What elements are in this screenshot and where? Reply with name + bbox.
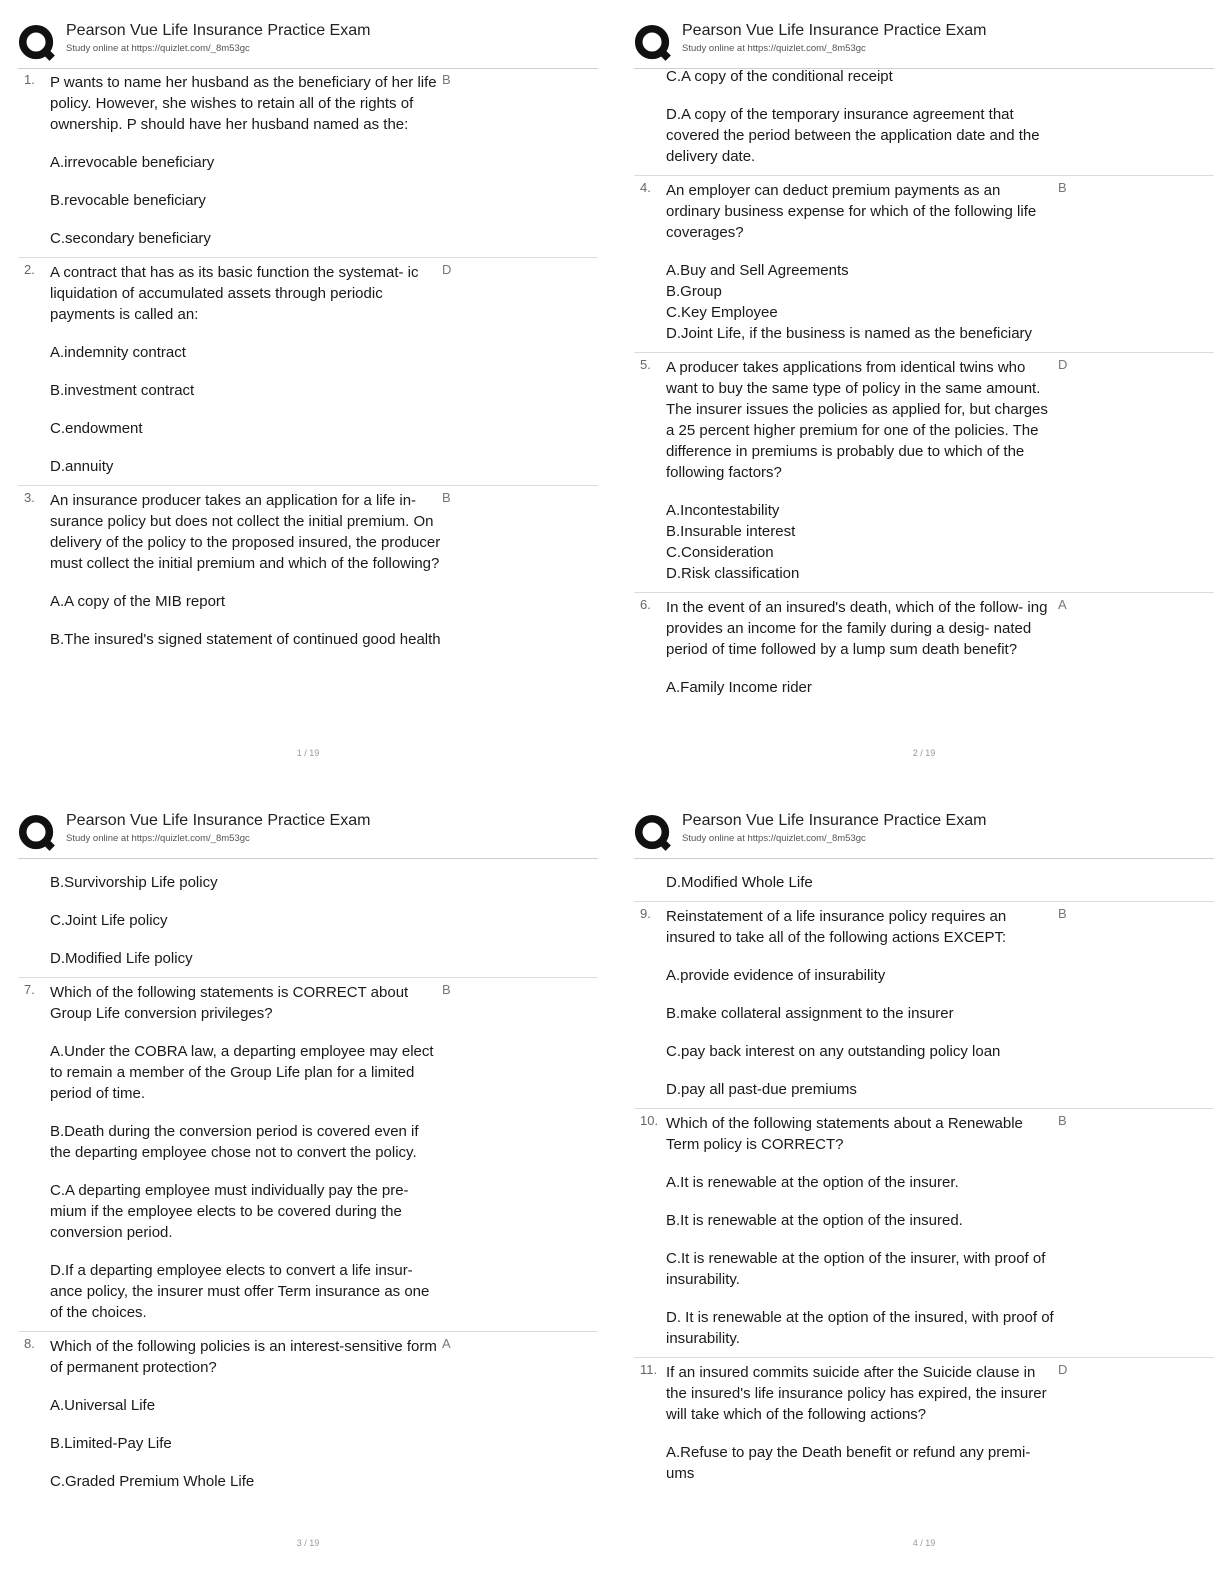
answer-option: B.Group — [666, 283, 722, 300]
quizlet-logo-icon — [634, 24, 672, 62]
answer-option: D. It is renewable at the option of the insured, with proof of insurability. — [666, 1309, 1054, 1347]
answer-option: A.A copy of the MIB report — [50, 593, 226, 610]
answer-option: C.A copy of the conditional receipt — [666, 68, 893, 85]
question-number: 1. — [24, 72, 35, 87]
answer-option: B.Survivorship Life policy — [50, 874, 218, 891]
answer-option: A.Incontestability — [666, 502, 780, 519]
answer-option: C.Consideration — [666, 544, 774, 561]
answer-option: D.pay all past-due premiums — [666, 1081, 857, 1098]
question-number: 11. — [640, 1362, 658, 1377]
answer-option: A.Family Income rider — [666, 679, 812, 696]
question-text: An employer can deduct premium payments as an ordinary business expense for which of the following life coverages? — [666, 182, 1037, 241]
page-title: Pearson Vue Life Insurance Practice Exam — [66, 812, 371, 829]
answer-option: C.Key Employee — [666, 304, 778, 321]
answer-option: A.indemnity contract — [50, 344, 186, 361]
question-text: Which of the following statements about a Renewable Term policy is CORRECT? — [666, 1115, 1023, 1153]
answer-key: B — [1058, 906, 1067, 921]
answer-key: B — [442, 982, 451, 997]
question-text: A contract that has as its basic function the systemat- ic liquidation of accumulated assets through periodic payments is called an: — [50, 264, 419, 323]
answer-option: B.Death during the conversion period is covered even if the departing employee chose not to convert the policy. — [50, 1123, 419, 1161]
page-title: Pearson Vue Life Insurance Practice Exam — [66, 22, 371, 39]
answer-option: A.Refuse to pay the Death benefit or refund any premi- ums — [666, 1444, 1031, 1482]
answer-option: A.Universal Life — [50, 1397, 156, 1414]
page-4 — [634, 808, 1214, 1578]
quizlet-logo-icon — [18, 24, 56, 62]
answer-option: C.A departing employee must individually pay the pre- mium if the employee elects to be covered during the conversion period. — [50, 1182, 409, 1241]
answer-option: D.annuity — [50, 458, 114, 475]
page-header — [634, 808, 1214, 859]
question-text: If an insured commits suicide after the Suicide clause in the insured's life insurance policy has expired, the insurer will take which of the following actions? — [666, 1364, 1047, 1423]
page-number: 3 / 19 — [296, 1538, 320, 1548]
answer-option: C.secondary beneficiary — [50, 230, 211, 247]
page-header — [18, 808, 598, 859]
question-text: In the event of an insured's death, which of the follow- ing provides an income for the family during a desig- nated period of time followed by a lump sum death benefit? — [666, 599, 1048, 658]
quizlet-logo-icon — [18, 814, 56, 852]
answer-option: C.pay back interest on any outstanding policy loan — [666, 1043, 1001, 1060]
page-3 — [18, 808, 598, 1578]
page-title: Pearson Vue Life Insurance Practice Exam — [682, 812, 987, 829]
question-number: 5. — [640, 357, 651, 372]
answer-option: A.Buy and Sell Agreements — [666, 262, 849, 279]
question-text: An insurance producer takes an application for a life in- surance policy but does not collect the initial premium. On delivery of the policy to the proposed insured, the producer must collect the initial premium and which of the following? — [50, 492, 441, 572]
answer-key: B — [442, 490, 451, 505]
question-text: P wants to name her husband as the beneficiary of her life policy. However, she wishes to retain all of the rights of ownership. P should have her husband named as the: — [50, 74, 437, 133]
page-number: 1 / 19 — [296, 748, 320, 758]
answer-option: C.endowment — [50, 420, 143, 437]
answer-key: D — [442, 262, 452, 277]
page-1 — [18, 18, 598, 788]
page-number: 4 / 19 — [912, 1538, 936, 1548]
answer-option: A.irrevocable beneficiary — [50, 154, 215, 171]
answer-option: B.Insurable interest — [666, 523, 796, 540]
answer-option: B.The insured's signed statement of continued good health — [50, 631, 441, 648]
answer-option: A.provide evidence of insurability — [666, 967, 886, 984]
answer-option: D.A copy of the temporary insurance agreement that covered the period between the application date and the delivery date. — [666, 106, 1040, 165]
question-number: 2. — [24, 262, 35, 277]
answer-key: B — [442, 72, 451, 87]
question-number: 7. — [24, 982, 35, 997]
answer-key: A — [1058, 597, 1067, 612]
answer-option: C.It is renewable at the option of the insurer, with proof of insurability. — [666, 1250, 1046, 1288]
page-subtitle: Study online at https://quizlet.com/_8m53gc — [682, 833, 866, 844]
answer-option: A.It is renewable at the option of the insurer. — [666, 1174, 959, 1191]
answer-option: B.It is renewable at the option of the insured. — [666, 1212, 963, 1229]
answer-key: B — [1058, 180, 1067, 195]
question-number: 8. — [24, 1336, 35, 1351]
answer-option: C.Joint Life policy — [50, 912, 168, 929]
answer-option: A.Under the COBRA law, a departing employee may elect to remain a member of the Group Life plan for a limited period of time. — [50, 1043, 434, 1102]
answer-option: D.Joint Life, if the business is named as the beneficiary — [666, 325, 1033, 342]
page-number: 2 / 19 — [912, 748, 936, 758]
answer-option: C.Graded Premium Whole Life — [50, 1473, 255, 1490]
answer-option: B.Limited-Pay Life — [50, 1435, 172, 1452]
answer-key: D — [1058, 1362, 1068, 1377]
question-text: A producer takes applications from identical twins who want to buy the same type of policy in the same amount. The insurer issues the policies as applied for, but charges a 25 percent higher premium for one of the policies. The difference in premiums is probably due to which of the following factors? — [666, 359, 1048, 481]
question-number: 9. — [640, 906, 651, 921]
page-title: Pearson Vue Life Insurance Practice Exam — [682, 22, 987, 39]
answer-option: B.investment contract — [50, 382, 195, 399]
question-number: 3. — [24, 490, 35, 505]
page-subtitle: Study online at https://quizlet.com/_8m53gc — [66, 833, 250, 844]
question-number: 6. — [640, 597, 651, 612]
answer-option: B.make collateral assignment to the insurer — [666, 1005, 954, 1022]
question-text: Reinstatement of a life insurance policy requires an insured to take all of the following actions EXCEPT: — [666, 908, 1007, 946]
answer-option: B.revocable beneficiary — [50, 192, 206, 209]
answer-option: D.Modified Whole Life — [666, 874, 813, 891]
question-text: Which of the following policies is an interest-sensitive form of permanent protection? — [50, 1338, 437, 1376]
answer-key: A — [442, 1336, 451, 1351]
page-2 — [634, 18, 1214, 788]
page-subtitle: Study online at https://quizlet.com/_8m53gc — [682, 43, 866, 54]
question-number: 4. — [640, 180, 651, 195]
quizlet-logo-icon — [634, 814, 672, 852]
answer-key: D — [1058, 357, 1068, 372]
answer-option: D.Risk classification — [666, 565, 800, 582]
question-text: Which of the following statements is CORRECT about Group Life conversion privileges? — [50, 984, 409, 1022]
question-number: 10. — [640, 1113, 659, 1128]
answer-option: D.Modified Life policy — [50, 950, 193, 967]
answer-option: D.If a departing employee elects to convert a life insur- ance policy, the insurer must offer Term insurance as one of the choices. — [50, 1262, 430, 1321]
answer-key: B — [1058, 1113, 1067, 1128]
page-header — [18, 18, 598, 69]
page-subtitle: Study online at https://quizlet.com/_8m53gc — [66, 43, 250, 54]
